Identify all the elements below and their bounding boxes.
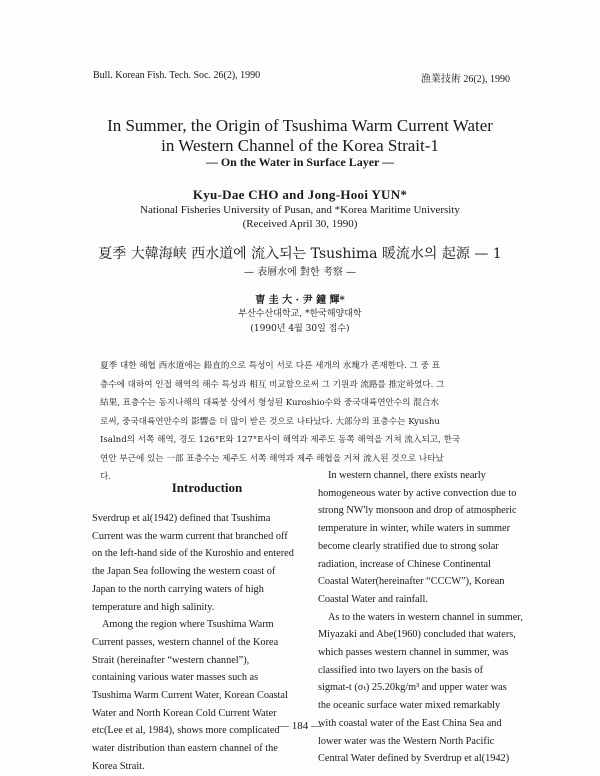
body-line: temperature and high salinity.: [92, 601, 215, 613]
body-line: Tsushima Warm Current Water, Korean Coastal: [92, 690, 288, 702]
left-column: [92, 510, 304, 776]
body-line: etc(Lee et al, 1984), shows more complicated: [92, 725, 280, 737]
body-line: which passes western channel in summer, was: [318, 647, 509, 659]
korean-title: 夏季 大韓海峡 西水道에 流入되는 Tsushima 暖流水의 起源 — 1: [98, 246, 502, 262]
body-line: As to the waters in western channel in summer,: [328, 611, 523, 623]
body-line: Korea Strait.: [92, 760, 145, 772]
korean-affiliation: 부산수산대학교, *한국해양대학: [238, 309, 362, 319]
body-line: become clearly stratified due to strong solar: [318, 540, 499, 552]
page-number: — 184 —: [278, 720, 322, 732]
body-line: In western channel, there exists nearly: [328, 470, 486, 481]
affiliation: National Fisheries University of Pusan, and *Korea Maritime University: [140, 204, 460, 216]
body-line: Among the region where Tsushima Warm: [102, 619, 274, 631]
body-line: strong NW'ly monsoon and drop of atmospheric: [318, 505, 517, 517]
body-line: temperature in winter, while waters in summer: [318, 523, 511, 535]
body-line: on the left-hand side of the Kuroshio and entered: [92, 548, 294, 560]
journal-citation-korean: 漁業技術 26(2), 1990: [420, 74, 510, 85]
abstract-line: 연안 부근에 있는 一部 표층수는 제주도 서쪽 해역과 제주 해협을 거쳐 流入된 것으로 나타났: [100, 453, 444, 464]
section-heading: Introduction: [171, 480, 243, 495]
korean-received-date: (1990년 4월 30일 접수): [250, 324, 350, 334]
body-line: containing various water masses such as: [92, 672, 259, 684]
body-line: with coastal water of the East China Sea and: [318, 717, 502, 729]
body-line: Current passes, western channel of the Korea: [92, 636, 279, 648]
abstract-line: 夏季 대한 해협 西水道에는 鉛直的으로 특성이 서로 다른 세개의 水塊가 존재한다. 그 중 표: [100, 361, 441, 371]
title-line-1: In Summer, the Origin of Tsushima Warm Current Water: [107, 116, 493, 135]
body-line: water distribution than eastern channel of the: [92, 743, 278, 755]
title-line-2: in Western Channel of the Korea Strait-1: [161, 136, 439, 155]
body-line: Miyazaki and Abe(1960) concluded that waters,: [318, 629, 516, 641]
body-line: sigmat-t (σₜ) 25.20kg/m³ and upper water was: [318, 682, 507, 694]
body-line: the oceanic surface water mixed remarkably: [318, 700, 501, 712]
body-line: Central Water defined by Sverdrup et al(1942): [318, 753, 510, 765]
body-line: Current was the warm current that branched off: [92, 530, 288, 542]
body-line: Strait (hereinafter “western channel”),: [92, 654, 250, 666]
body-line: Coastal Water(hereinafter “CCCW”), Korean: [318, 576, 505, 588]
subtitle: — On the Water in Surface Layer —: [205, 155, 395, 169]
authors: Kyu-Dae CHO and Jong-Hooi YUN*: [192, 187, 408, 202]
body-line: Coastal Water and rainfall.: [318, 593, 428, 605]
body-line: homogeneous water by active convection due to: [318, 487, 517, 499]
body-line: classified into two layers on the basis of: [318, 664, 484, 676]
body-line: Japan to the north carrying waters of high: [92, 583, 264, 595]
body-line: lower water was the Western North Pacific: [318, 735, 495, 747]
journal-citation: Bull. Korean Fish. Tech. Soc. 26(2), 1990: [93, 70, 261, 81]
abstract-line: 층수에 대하여 인접 해역의 해수 특성과 相互 비교함으로써 그 기원과 流路를 推定하였다. 그: [100, 379, 445, 390]
abstract-line: Isalnd의 서쪽 해역, 경도 126°E와 127°E사이 해역과 제주도 동쪽 해역을 거쳐 流入되고, 한국: [100, 435, 461, 445]
abstract-line: 다.: [100, 472, 112, 482]
body-line: the Japan Sea following the western coast of: [92, 566, 276, 578]
body-line: Water and North Korean Cold Current Water: [92, 707, 277, 719]
body-line: Sverdrup et al(1942) defined that Tsushima: [92, 513, 271, 524]
korean-subtitle: — 表層水에 對한 考察 —: [243, 267, 357, 278]
abstract-line: 로써, 중국대륙연안수의 影響을 더 많이 받은 것으로 나타났다. 大部分의 표층수는 Kyushu: [100, 416, 440, 427]
korean-authors: 曺 圭 大 · 尹 鐘 輝*: [255, 295, 345, 306]
abstract-line: 結果, 표층수는 동지나해의 대륙붕 상에서 형성된 Kuroshio수와 중국대륙연안수의 混合水: [100, 398, 439, 408]
body-line: radiation, increase of Chinese Continental: [318, 558, 491, 570]
received-date: (Received April 30, 1990): [242, 218, 358, 230]
